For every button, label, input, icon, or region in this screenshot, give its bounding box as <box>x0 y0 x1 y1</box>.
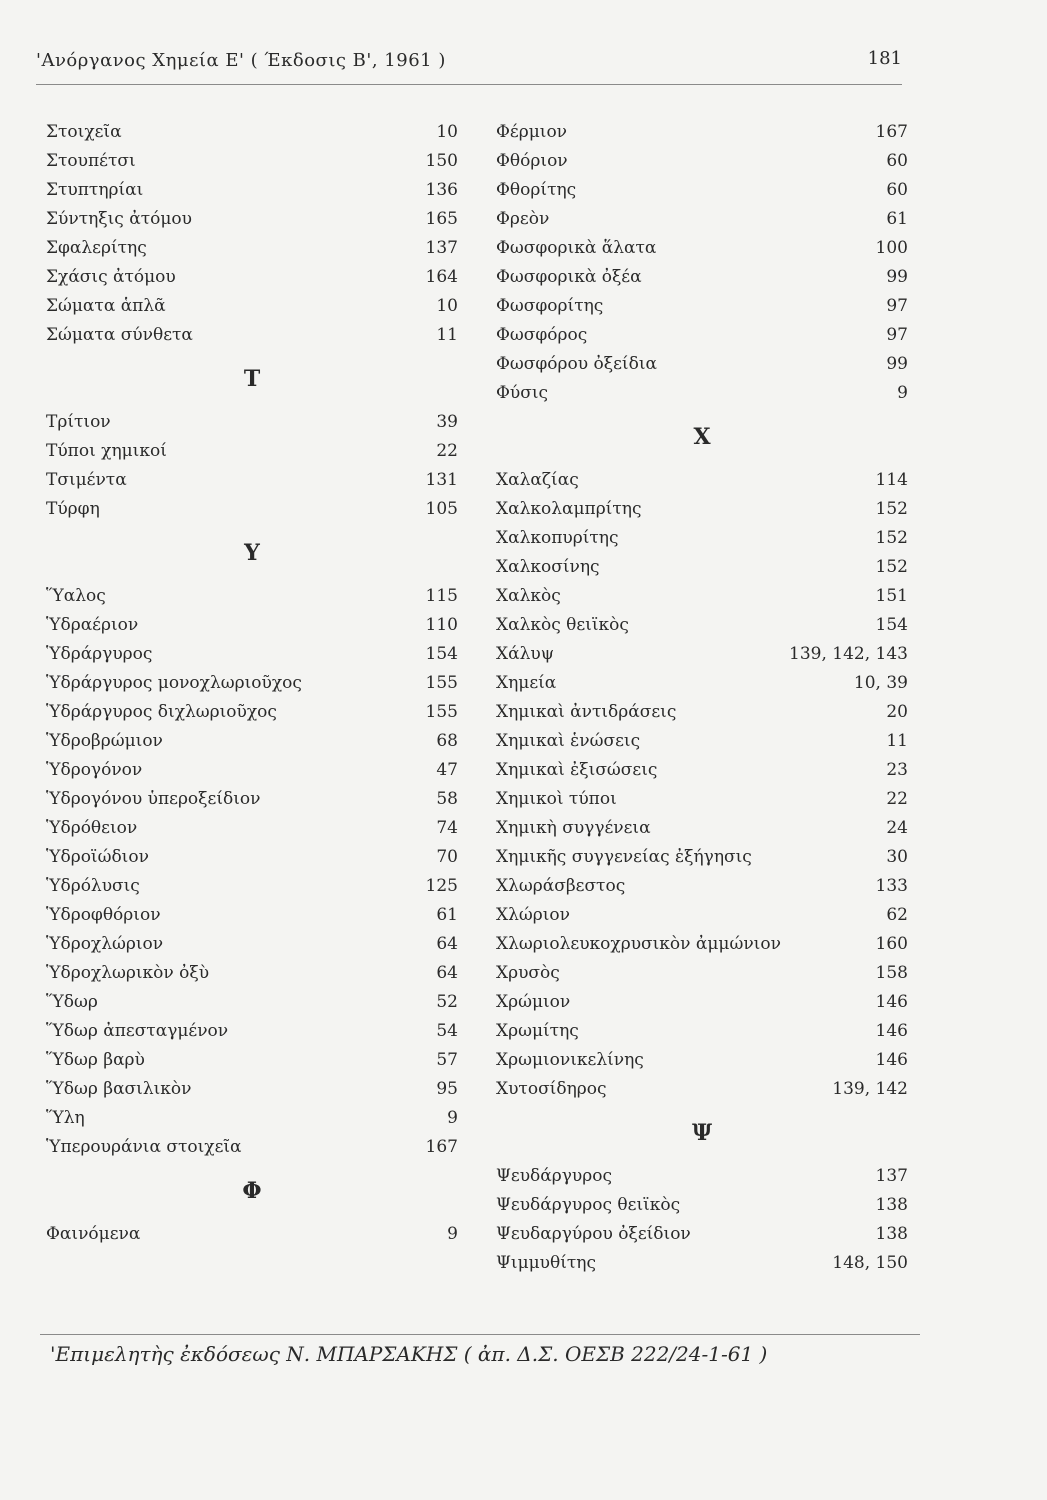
index-term: Ὑδράργυρος μονοχλωριοῦχος <box>46 673 302 693</box>
index-term: Στυπτηρίαι <box>46 180 144 200</box>
index-term: Στουπέτσι <box>46 151 136 171</box>
index-term: Σχάσις ἀτόμου <box>46 267 176 287</box>
index-term: Φωσφόρου ὀξείδια <box>496 354 657 374</box>
index-term: Σώματα ἁπλᾶ <box>46 296 166 316</box>
index-term: Τσιμέντα <box>46 470 127 490</box>
index-entry <box>46 872 458 901</box>
index-entry <box>46 292 458 321</box>
index-entry <box>496 205 908 234</box>
index-entry <box>496 611 908 640</box>
section-letter: Φ <box>242 1178 262 1204</box>
index-entry <box>46 959 458 988</box>
index-entry <box>496 1191 908 1220</box>
index-page-ref: 20 <box>886 702 908 722</box>
index-entry <box>46 611 458 640</box>
page-header <box>36 44 902 85</box>
index-page-ref: 61 <box>436 905 458 925</box>
index-term: Χρώμιον <box>496 992 571 1012</box>
index-page-ref: 99 <box>886 267 908 287</box>
index-page-ref: 151 <box>875 586 908 606</box>
index-term: Ψιμμυθίτης <box>496 1253 597 1273</box>
index-page-ref: 11 <box>436 325 458 345</box>
index-term: Χλώριον <box>496 905 570 925</box>
index-page-ref: 133 <box>875 876 908 896</box>
index-term: Ὕαλος <box>46 586 106 606</box>
index-entry <box>46 1075 458 1104</box>
index-entry <box>496 466 908 495</box>
index-entry <box>496 930 908 959</box>
index-term: Ὑδροχλώριον <box>46 934 164 954</box>
running-title: 'Ανόργανος Χημεία Ε' ( Έκδοσις Β', 1961 ) <box>36 50 446 71</box>
index-entry <box>46 1133 458 1162</box>
index-term: Ὑδρόθειον <box>46 818 138 838</box>
index-page-ref: 70 <box>436 847 458 867</box>
index-page-ref: 138 <box>875 1195 908 1215</box>
index-page-ref: 10, 39 <box>853 673 908 693</box>
section-letter: Ψ <box>691 1120 713 1146</box>
index-entry <box>496 901 908 930</box>
index-page-ref: 146 <box>875 1021 908 1041</box>
index-page-ref: 155 <box>425 702 458 722</box>
index-term: Ὑδρογόνον <box>46 760 143 780</box>
index-entry <box>496 176 908 205</box>
index-term: Σύντηξις ἀτόμου <box>46 209 192 229</box>
index-term: Ὑδραέριον <box>46 615 139 635</box>
index-term: Ὕδωρ βαρὺ <box>46 1050 145 1070</box>
index-entry <box>496 727 908 756</box>
index-page-ref: 97 <box>886 296 908 316</box>
index-term: Χημικαὶ ἀντιδράσεις <box>496 702 677 722</box>
index-page-ref: 137 <box>875 1166 908 1186</box>
index-page-ref: 136 <box>425 180 458 200</box>
index-entry <box>46 118 458 147</box>
index-entry <box>46 901 458 930</box>
index-page-ref: 115 <box>425 586 458 606</box>
section-letter: Υ <box>244 540 260 566</box>
index-entry <box>496 350 908 379</box>
index-entry <box>496 582 908 611</box>
index-term: Χαλαζίας <box>496 470 579 490</box>
index-page-ref: 57 <box>436 1050 458 1070</box>
index-entry <box>496 1075 908 1104</box>
index-term: Φρεὸν <box>496 209 550 229</box>
index-entry <box>496 292 908 321</box>
index-term: Ὑδράργυρος <box>46 644 153 664</box>
index-entry <box>46 1017 458 1046</box>
index-page-ref: 164 <box>425 267 458 287</box>
index-term: Φωσφόρος <box>496 325 588 345</box>
index-term: Ὕλη <box>46 1108 85 1128</box>
index-term: Ὑδρόλυσις <box>46 876 140 896</box>
index-term: Φωσφορίτης <box>496 296 604 316</box>
index-term: Ὑδράργυρος διχλωριοῦχος <box>46 702 277 722</box>
index-term: Χάλυψ <box>496 644 555 664</box>
index-page-ref: 138 <box>875 1224 908 1244</box>
index-term: Χαλκοσίνης <box>496 557 600 577</box>
index-entry <box>46 814 458 843</box>
index-entry <box>496 1017 908 1046</box>
index-term: Χημικὴ συγγένεια <box>496 818 651 838</box>
index-page-ref: 9 <box>897 383 908 403</box>
index-page-ref: 146 <box>875 992 908 1012</box>
index-page-ref: 61 <box>886 209 908 229</box>
index-page-ref: 154 <box>875 615 908 635</box>
index-page-ref: 10 <box>436 122 458 142</box>
index-page-ref: 146 <box>875 1050 908 1070</box>
index-entry <box>496 1220 908 1249</box>
index-page-ref: 22 <box>436 441 458 461</box>
index-entry <box>496 1249 908 1278</box>
index-entry <box>496 872 908 901</box>
index-page-ref: 152 <box>875 557 908 577</box>
editor-credit: 'Επιμελητὴς ἐκδόσεως Ν. ΜΠΑΡΣΑΚΗΣ ( ἀπ. Δ.Σ. ΟΕΣΒ 222/24-1-61 ) <box>50 1342 768 1366</box>
index-term: Χαλκολαμπρίτης <box>496 499 642 519</box>
index-entry <box>46 669 458 698</box>
index-entry <box>496 234 908 263</box>
index-page-ref: 39 <box>436 412 458 432</box>
index-page-ref: 11 <box>886 731 908 751</box>
index-term: Ὕδωρ βασιλικὸν <box>46 1079 192 1099</box>
index-page-ref: 110 <box>425 615 458 635</box>
index-entry <box>496 640 908 669</box>
index-term: Χλωριολευκοχρυσικὸν ἀμμώνιον <box>496 934 781 954</box>
index-entry <box>496 698 908 727</box>
index-page-ref: 22 <box>886 789 908 809</box>
index-term: Χαλκὸς <box>496 586 561 606</box>
index-entry <box>46 1104 458 1133</box>
index-page-ref: 9 <box>447 1108 458 1128</box>
index-entry <box>46 466 458 495</box>
index-page-ref: 47 <box>436 760 458 780</box>
index-entry <box>496 1046 908 1075</box>
index-page-ref: 165 <box>425 209 458 229</box>
index-page-ref: 125 <box>425 876 458 896</box>
index-entry <box>46 785 458 814</box>
index-term: Τρίτιον <box>46 412 111 432</box>
index-entry <box>46 147 458 176</box>
index-term: Φύσις <box>496 383 549 403</box>
index-entry <box>46 727 458 756</box>
index-entry <box>496 495 908 524</box>
index-column-left <box>46 118 458 1249</box>
index-entry <box>46 1220 458 1249</box>
index-page-ref: 150 <box>425 151 458 171</box>
index-term: Χημικαὶ ἑνώσεις <box>496 731 641 751</box>
index-term: Φωσφορικὰ ἅλατα <box>496 238 657 258</box>
index-page-ref: 167 <box>425 1137 458 1157</box>
index-page-ref: 152 <box>875 499 908 519</box>
index-entry <box>46 263 458 292</box>
index-page-ref: 154 <box>425 644 458 664</box>
index-term: Φθορίτης <box>496 180 577 200</box>
index-term: Ὑδροϊώδιον <box>46 847 149 867</box>
index-entry <box>46 321 458 350</box>
index-entry <box>496 959 908 988</box>
index-entry <box>496 1162 908 1191</box>
index-page-ref: 52 <box>436 992 458 1012</box>
index-term: Χημικῆς συγγενείας ἐξήγησις <box>496 847 752 867</box>
index-term: Χημεία <box>496 673 557 693</box>
index-term: Χαλκὸς θειϊκὸς <box>496 615 629 635</box>
index-entry <box>46 582 458 611</box>
index-term: Ὑδρογόνου ὑπεροξείδιον <box>46 789 261 809</box>
index-entry <box>46 756 458 785</box>
index-term: Φωσφορικὰ ὀξέα <box>496 267 642 287</box>
index-page-ref: 74 <box>436 818 458 838</box>
index-entry <box>46 988 458 1017</box>
index-term: Φέρμιον <box>496 122 568 142</box>
index-page-ref: 64 <box>436 963 458 983</box>
index-term: Ὕδωρ <box>46 992 98 1012</box>
index-entry <box>496 118 908 147</box>
index-entry <box>496 147 908 176</box>
index-page-ref: 99 <box>886 354 908 374</box>
index-term: Στοιχεῖα <box>46 122 122 142</box>
index-page-ref: 137 <box>425 238 458 258</box>
index-page-ref: 68 <box>436 731 458 751</box>
index-term: Χημικοὶ τύποι <box>496 789 617 809</box>
index-term: Τύρφη <box>46 499 100 519</box>
index-term: Χρυσὸς <box>496 963 560 983</box>
index-term: Χρωμιονικελίνης <box>496 1050 644 1070</box>
index-entry <box>496 988 908 1017</box>
index-term: Ὑδροβρώμιον <box>46 731 163 751</box>
index-page-ref: 60 <box>886 180 908 200</box>
index-entry <box>46 640 458 669</box>
index-page-ref: 114 <box>875 470 908 490</box>
index-page-ref: 95 <box>436 1079 458 1099</box>
index-entry <box>496 843 908 872</box>
section-letter: Χ <box>693 424 711 450</box>
page-number: 181 <box>867 48 902 69</box>
index-page-ref: 139, 142, 143 <box>789 644 908 664</box>
index-entry <box>46 437 458 466</box>
index-entry <box>46 495 458 524</box>
index-column-right <box>496 118 908 1278</box>
index-page-ref: 30 <box>886 847 908 867</box>
index-page-ref: 24 <box>886 818 908 838</box>
index-term: Ὕδωρ ἀπεσταγμένον <box>46 1021 229 1041</box>
index-page-ref: 158 <box>875 963 908 983</box>
index-term: Φθόριον <box>496 151 568 171</box>
index-page-ref: 64 <box>436 934 458 954</box>
index-entry <box>496 553 908 582</box>
index-term: Ὑδροχλωρικὸν ὀξὺ <box>46 963 210 983</box>
index-entry <box>46 843 458 872</box>
index-entry <box>46 930 458 959</box>
index-term: Ὑπερουράνια στοιχεῖα <box>46 1137 242 1157</box>
index-term: Χλωράσβεστος <box>496 876 626 896</box>
index-entry <box>496 524 908 553</box>
index-entry <box>46 698 458 727</box>
index-page-ref: 23 <box>886 760 908 780</box>
index-entry <box>496 814 908 843</box>
index-term: Τύποι χημικοί <box>46 441 167 461</box>
index-term: Ψευδάργυρος θειϊκὸς <box>496 1195 681 1215</box>
index-page-ref: 148, 150 <box>832 1253 908 1273</box>
index-term: Φαινόμενα <box>46 1224 141 1244</box>
index-page-ref: 58 <box>436 789 458 809</box>
index-term: Χρωμίτης <box>496 1021 579 1041</box>
index-page-ref: 160 <box>875 934 908 954</box>
index-page-ref: 100 <box>875 238 908 258</box>
index-page-ref: 131 <box>425 470 458 490</box>
index-page-ref: 167 <box>875 122 908 142</box>
index-entry <box>496 379 908 408</box>
footer-divider <box>40 1334 920 1335</box>
index-page-ref: 10 <box>436 296 458 316</box>
index-term: Χημικαὶ ἐξισώσεις <box>496 760 658 780</box>
index-page-ref: 60 <box>886 151 908 171</box>
index-page-ref: 105 <box>425 499 458 519</box>
index-entry <box>496 669 908 698</box>
index-term: Χυτοσίδηρος <box>496 1079 607 1099</box>
index-entry <box>496 785 908 814</box>
index-page-ref: 155 <box>425 673 458 693</box>
section-letter: Τ <box>243 366 261 392</box>
index-term: Χαλκοπυρίτης <box>496 528 619 548</box>
index-page-ref: 54 <box>436 1021 458 1041</box>
index-term: Ψευδαργύρου ὀξείδιον <box>496 1224 691 1244</box>
index-entry <box>46 176 458 205</box>
index-entry <box>46 205 458 234</box>
index-page-ref: 62 <box>886 905 908 925</box>
index-page-ref: 97 <box>886 325 908 345</box>
index-term: Σώματα σύνθετα <box>46 325 193 345</box>
index-entry <box>496 756 908 785</box>
index-term: Ὑδροφθόριον <box>46 905 161 925</box>
index-page-ref: 152 <box>875 528 908 548</box>
index-page-ref: 139, 142 <box>832 1079 908 1099</box>
index-entry <box>496 321 908 350</box>
index-page-ref: 9 <box>447 1224 458 1244</box>
index-term: Ψευδάργυρος <box>496 1166 613 1186</box>
index-entry <box>46 408 458 437</box>
index-term: Σφαλερίτης <box>46 238 147 258</box>
index-entry <box>46 234 458 263</box>
index-entry <box>496 263 908 292</box>
index-entry <box>46 1046 458 1075</box>
